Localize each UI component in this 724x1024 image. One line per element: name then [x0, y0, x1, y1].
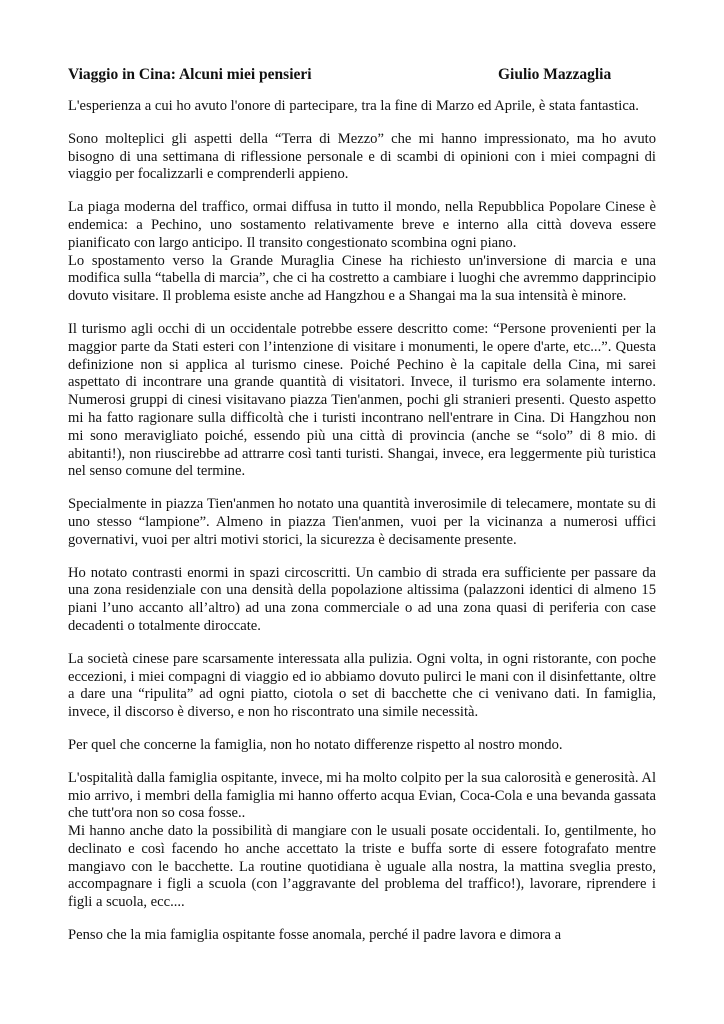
paragraph	[68, 321, 656, 481]
paragraph-segment: Lo spostamento verso la Grande Muraglia Cinese ha richiesto un'inversione di marcia e una modifica sulla “tabella di marcia”, che ci ha costretto a cambiare i luoghi che avremmo dapprincipio dovuto visitare. Il problema esiste anche ad Hangzhou e a Shangai ma la sua intensità è minore.	[68, 252, 656, 305]
paragraph	[68, 131, 656, 184]
document-page	[68, 66, 656, 960]
paragraph-segment: Per quel che concerne la famiglia, non ho notato differenze rispetto al nostro mondo.	[68, 736, 563, 753]
paragraph	[68, 199, 656, 306]
paragraph-segment: La società cinese pare scarsamente interessata alla pulizia. Ogni volta, in ogni ristorante, con poche eccezioni, i miei compagni di viaggio ed io abbiamo dovuto pulirci le mani con il disinfettante, oltre a dare una “ripulita” ad ogni piatto, ciotola o set di bacchette che ci venivano dati. In famiglia, invece, il discorso è diverso, e non ho riscontrato una simile necessità.	[68, 650, 656, 721]
paragraph-segment: L'esperienza a cui ho avuto l'onore di partecipare, tra la fine di Marzo ed Aprile, è stata fantastica.	[68, 98, 639, 114]
paragraph-segment: Mi hanno anche dato la possibilità di mangiare con le usuali posate occidentali. Io, gentilmente, ho declinato e così facendo ho anche accettato la triste e buffa sorte di essere fotografato mentre mangiavo con le bacchette. La routine quotidiana è uguale alla nostra, la mattina sveglia presto, accompagnare i figli a scuola (con l’aggravante del problema del traffico!), lavorare, riprendere i figli a scuola, ecc....	[68, 823, 656, 911]
document-header	[68, 66, 656, 86]
paragraph	[68, 565, 656, 636]
paragraph-segment: Ho notato contrasti enormi in spazi circoscritti. Un cambio di strada era sufficiente per passare da una zona residenziale con una densità della popolazione altissima (palazzoni identici di almeno 15 piani l’uno accanto all’altro) ad una zona commerciale o ad una zona quasi di periferia con case decadenti o totalmente diroccate.	[68, 564, 656, 634]
paragraph-segment: Specialmente in piazza Tien'anmen ho notato una quantità inverosimile di telecamere, montate su di uno stesso “lampione”. Almeno in piazza Tien'anmen, vuoi per la vicinanza a numerosi uffici governativi, vuoi per altri motivi storici, la sicurezza è decisamente presente.	[68, 496, 656, 548]
document-author: Giulio Mazzaglia	[498, 66, 612, 83]
paragraph	[68, 98, 656, 116]
paragraph-segment: L'ospitalità dalla famiglia ospitante, invece, mi ha molto colpito per la sua calorosità e generosità. Al mio arrivo, i membri della famiglia mi hanno offerto acqua Evian, Coca-Cola e una bevanda gassata che tutt'ora non so cosa fosse..	[68, 769, 656, 822]
paragraph	[68, 927, 656, 945]
paragraph-segment: Sono molteplici gli aspetti della “Terra di Mezzo” che mi hanno impressionato, ma ho avuto bisogno di una settimana di riflessione personale e di scambi di opinioni con i miei compagni di viaggio per focalizzarli e comprenderli appieno.	[68, 130, 656, 183]
document-body	[68, 98, 656, 945]
paragraph-segment: La piaga moderna del traffico, ormai diffusa in tutto il mondo, nella Repubblica Popolare Cinese è endemica: a Pechino, uno sostamento relativamente breve e interno alla città doveva essere pianificato con largo anticipo. Il transito congestionato scombina ogni piano.	[68, 199, 656, 251]
paragraph-segment: Il turismo agli occhi di un occidentale potrebbe essere descritto come: “Persone provenienti per la maggior parte da Stati esteri con l’intenzione di visitare i monumenti, le opere d'arte, etc...”. Questa definizione non si applica al turismo cinese. Poiché Pechino è la capitale della Cina, mi sarei aspettato di incontrare una grande quantità di visitatori. Invece, il turismo era solamente interno. Numerosi gruppi di cinesi visitavano piazza Tien'anmen, pochi gli stranieri presenti. Questo aspetto mi ha fatto ragionare sulla difficoltà che i turisti incontrano nell'entrare in Cina. Di Hangzhou non mi sono meravigliato poiché, essendo più una città di provincia (anche se “solo” di 8 mio. di abitanti!), non riuscirebbe ad attrarre così tanti turisti. Shangai, invece, era leggermente più turistica nel senso comune del termine.	[68, 320, 656, 480]
document-title: Viaggio in Cina: Alcuni miei pensieri	[68, 66, 312, 83]
paragraph	[68, 651, 656, 722]
paragraph-segment: Penso che la mia famiglia ospitante fosse anomala, perché il padre lavora e dimora a	[68, 927, 562, 944]
paragraph	[68, 737, 656, 755]
paragraph	[68, 496, 656, 549]
paragraph	[68, 770, 656, 912]
